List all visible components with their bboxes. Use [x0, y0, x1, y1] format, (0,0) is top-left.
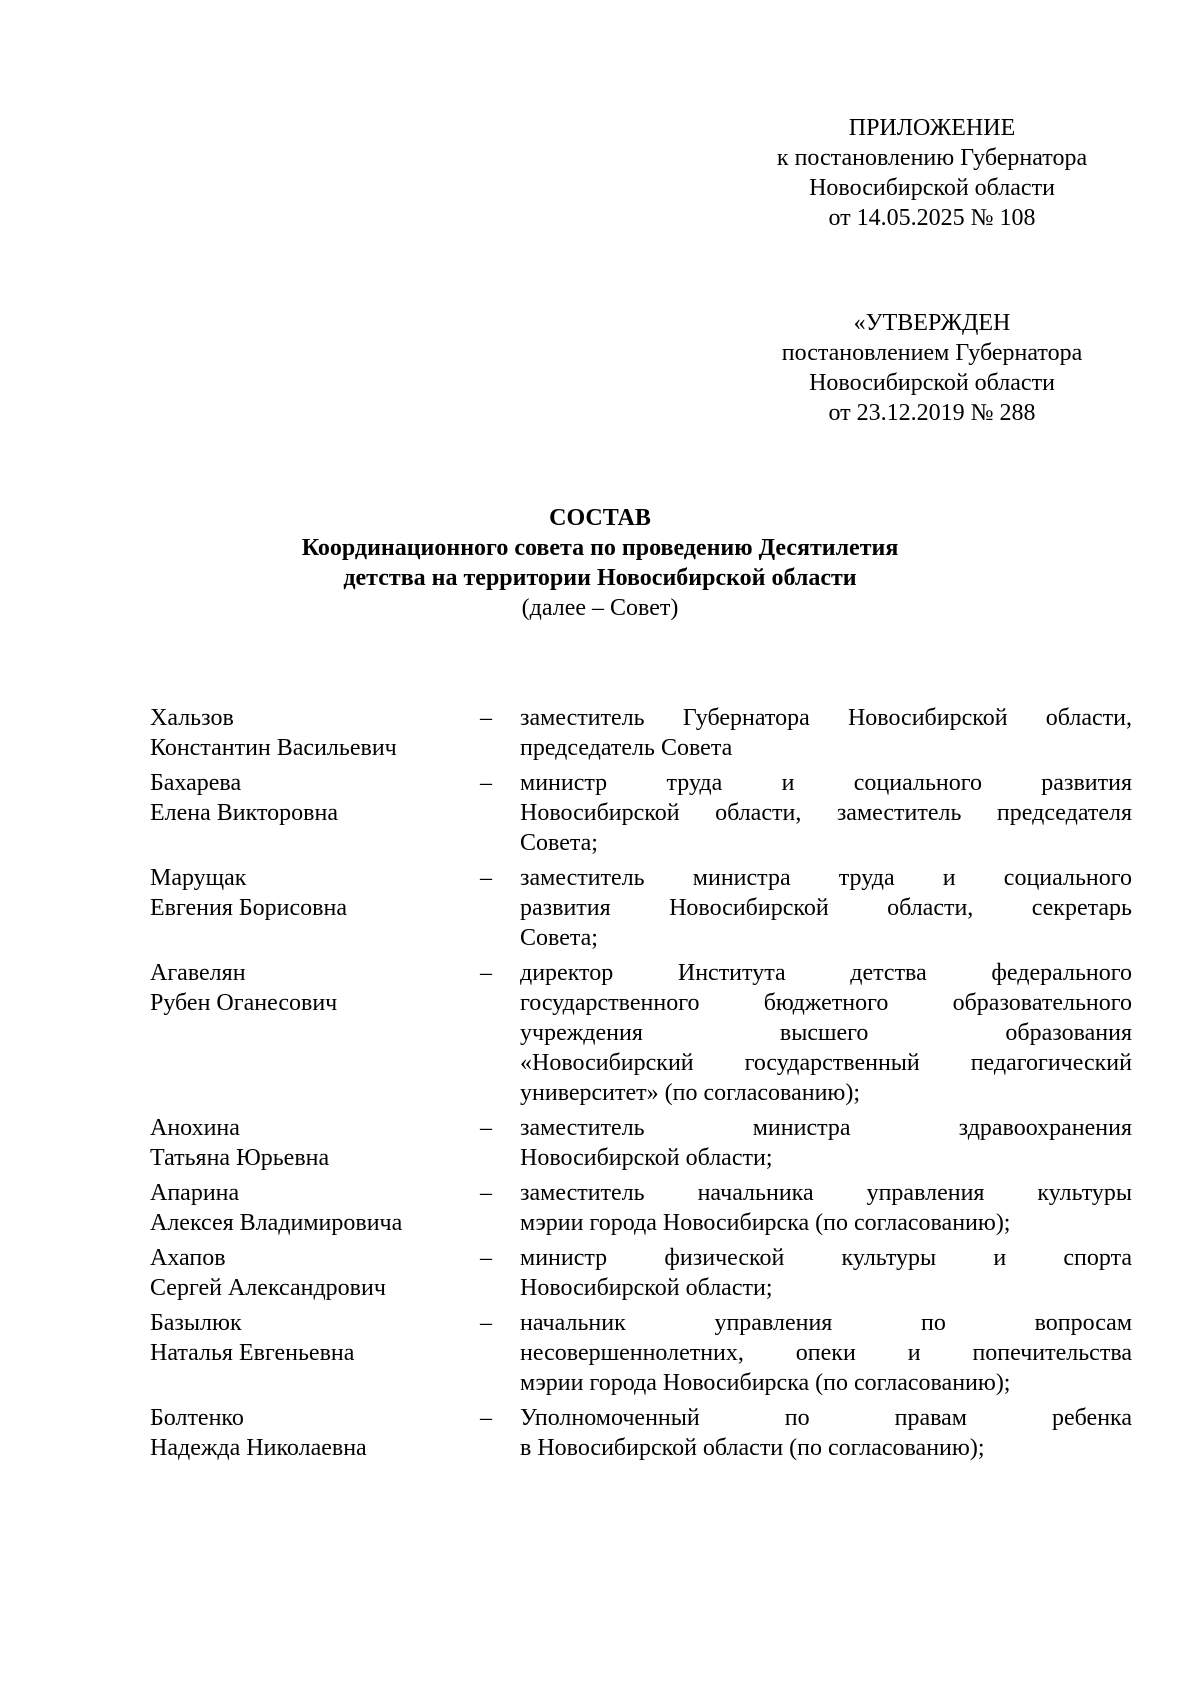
member-role	[520, 958, 1132, 1108]
member-name	[150, 1403, 480, 1463]
approved-region: Новосибирской области	[809, 370, 1055, 396]
member-given-names: Константин Васильевич	[150, 735, 397, 761]
member-dash: –	[480, 770, 492, 796]
member-role-line: Совета;	[520, 925, 598, 951]
member-role	[520, 1308, 1132, 1398]
approved-decree-ref: постановлением Губернатора	[781, 340, 1083, 366]
member-role-line: Уполномоченный по правам ребенка	[520, 1405, 1132, 1431]
member-role-line: заместитель Губернатора Новосибирской области,	[520, 705, 1132, 731]
member-surname: Базылюк	[150, 1310, 242, 1336]
member-role-line: заместитель министра труда и социального	[520, 865, 1132, 891]
member-role-line: директор Института детства федерального	[520, 960, 1132, 986]
member-role-line: в Новосибирской области (по согласованию);	[520, 1435, 985, 1461]
member-role	[520, 863, 1132, 953]
appendix-label: ПРИЛОЖЕНИЕ	[848, 115, 1016, 141]
member-surname: Ахапов	[150, 1245, 226, 1271]
member-name	[150, 958, 480, 1108]
member-row	[150, 1178, 1140, 1238]
member-row	[150, 863, 1140, 953]
member-role-line: начальник управления по вопросам	[520, 1310, 1132, 1336]
member-name	[150, 768, 480, 858]
member-role-line: Совета;	[520, 830, 598, 856]
member-dash: –	[480, 1245, 492, 1271]
member-role	[520, 1113, 1132, 1173]
member-name	[150, 1113, 480, 1173]
member-role-line: министр труда и социального развития	[520, 770, 1132, 796]
member-role-line: мэрии города Новосибирска (по согласованию);	[520, 1210, 1011, 1236]
member-surname: Агавелян	[150, 960, 246, 986]
member-given-names: Алексея Владимировича	[150, 1210, 403, 1236]
appendix-header	[742, 113, 1122, 233]
member-surname: Марущак	[150, 865, 247, 891]
member-name	[150, 863, 480, 953]
member-dash: –	[480, 1180, 492, 1206]
member-name	[150, 1308, 480, 1398]
member-role-line: учреждения высшего образования	[520, 1020, 1132, 1046]
member-dash: –	[480, 1310, 492, 1336]
member-role-line: университет» (по согласованию);	[520, 1080, 860, 1106]
member-role	[520, 1178, 1132, 1238]
member-role	[520, 1403, 1132, 1463]
member-row	[150, 958, 1140, 1108]
member-role-line: заместитель министра здравоохранения	[520, 1115, 1132, 1141]
member-row	[150, 1308, 1140, 1398]
member-surname: Анохина	[150, 1115, 240, 1141]
approved-header	[742, 308, 1122, 428]
member-name	[150, 1178, 480, 1238]
member-given-names: Наталья Евгеньевна	[150, 1340, 355, 1366]
member-role-line: Новосибирской области, заместитель председателя	[520, 800, 1132, 826]
appendix-region: Новосибирской области	[809, 175, 1055, 201]
member-role-line: Новосибирской области;	[520, 1145, 773, 1171]
appendix-decree-ref: к постановлению Губернатора	[776, 145, 1088, 171]
title-note: (далее – Совет)	[521, 595, 679, 621]
member-role-line: Новосибирской области;	[520, 1275, 773, 1301]
member-name	[150, 1243, 480, 1303]
member-given-names: Рубен Оганесович	[150, 990, 338, 1016]
member-role-line: председатель Совета	[520, 735, 733, 761]
member-row	[150, 1403, 1140, 1463]
member-given-names: Татьяна Юрьевна	[150, 1145, 330, 1171]
member-role-line: мэрии города Новосибирска (по согласованию);	[520, 1370, 1011, 1396]
approved-date-number: от 23.12.2019 № 288	[828, 400, 1036, 426]
member-row	[150, 1113, 1140, 1173]
member-role	[520, 703, 1132, 763]
title-heading: СОСТАВ	[549, 505, 651, 531]
member-given-names: Евгения Борисовна	[150, 895, 348, 921]
title-line-2: детства на территории Новосибирской области	[343, 565, 857, 591]
member-given-names: Елена Викторовна	[150, 800, 338, 826]
member-surname: Хальзов	[150, 705, 234, 731]
member-dash: –	[480, 705, 492, 731]
document-title	[150, 503, 1050, 623]
member-surname: Апарина	[150, 1180, 240, 1206]
member-row	[150, 768, 1140, 858]
member-given-names: Надежда Николаевна	[150, 1435, 367, 1461]
member-role-line: заместитель начальника управления культуры	[520, 1180, 1132, 1206]
member-role-line: министр физической культуры и спорта	[520, 1245, 1132, 1271]
member-surname: Бахарева	[150, 770, 242, 796]
member-dash: –	[480, 865, 492, 891]
member-role-line: «Новосибирский государственный педагогический	[520, 1050, 1132, 1076]
member-dash: –	[480, 1405, 492, 1431]
member-dash: –	[480, 960, 492, 986]
member-role	[520, 768, 1132, 858]
members-list	[150, 703, 1140, 1468]
appendix-date-number: от 14.05.2025 № 108	[828, 205, 1036, 231]
approved-label: «УТВЕРЖДЕН	[853, 310, 1011, 336]
member-row	[150, 1243, 1140, 1303]
member-given-names: Сергей Александрович	[150, 1275, 386, 1301]
member-row	[150, 703, 1140, 763]
title-line-1: Координационного совета по проведению Десятилетия	[301, 535, 899, 561]
member-surname: Болтенко	[150, 1405, 244, 1431]
member-name	[150, 703, 480, 763]
member-role-line: несовершеннолетних, опеки и попечительства	[520, 1340, 1132, 1366]
member-role-line: развития Новосибирской области, секретарь	[520, 895, 1132, 921]
member-dash: –	[480, 1115, 492, 1141]
member-role	[520, 1243, 1132, 1303]
member-role-line: государственного бюджетного образовательного	[520, 990, 1132, 1016]
